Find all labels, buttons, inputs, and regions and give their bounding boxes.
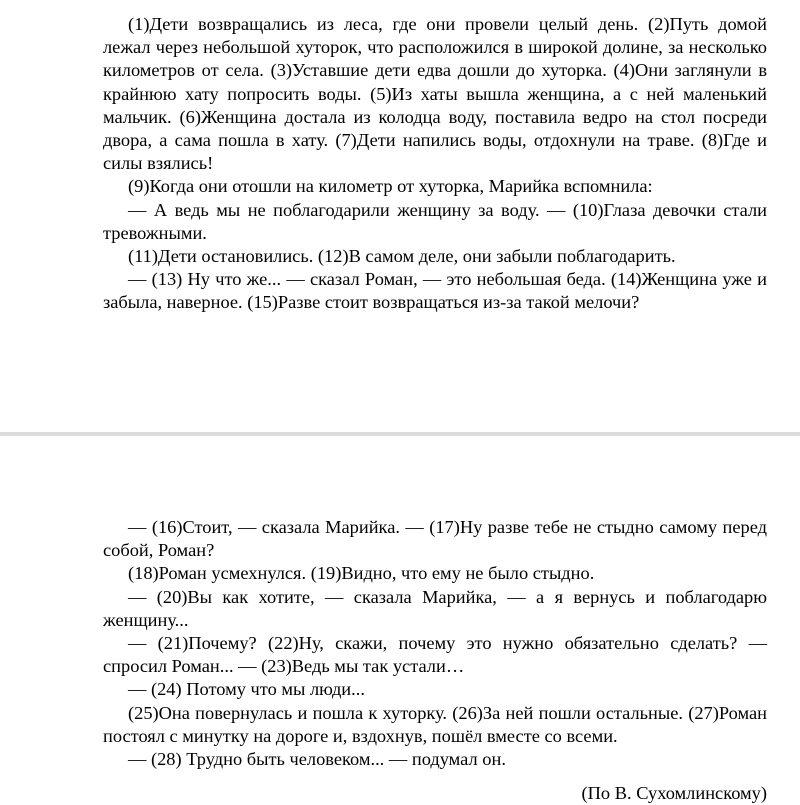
paragraph-4: (11)Дети остановились. (12)В самом деле, они забыли поблагодарить. — [128, 246, 676, 267]
paragraph-7: (18)Роман усмехнулся. (19)Видно, что ему не было стыдно. — [128, 563, 595, 584]
author-attribution: (По В. Сухомлинскому) — [581, 783, 767, 803]
paragraph-9: — (21)Почему? (22)Ну, скажи, почему это нужно обязательно сделать? — спросил Роман... — (23)Ведь мы так устали… — [103, 633, 767, 677]
paragraph-3: — А ведь мы не поблагодарили женщину за воду. — (10)Глаза девочки стали тревожными. — [103, 199, 767, 243]
paragraph-1: (1)Дети возвращались из леса, где они провели целый день. (2)Путь домой лежал через небольшой хуторок, что расположился в широкой долине, за несколько километров от села. (3)Уставшие дети едва дошли до хуторка. (4)Они заглянули в крайнюю хату попросить воды. (5)Из хаты вышла женщина, а с ней маленький мальчик. (6)Женщина достала из колодца воду, поставила ведро на стол посреди двора, а сама пошла в хату. (7)Дети напились воды, отдохнули на траве. (8)Где и силы взялись! — [103, 14, 767, 174]
paragraph-6: — (16)Стоит, — сказала Марийка. — (17)Ну разве тебе не стыдно самому перед собой, Роман? — [103, 517, 767, 561]
paragraph-8: — (20)Вы как хотите, — сказала Марийка, — а я вернусь и поблагодарю женщину... — [103, 586, 767, 630]
paragraph-2: (9)Когда они отошли на километр от хуторка, Марийка вспомнила: — [128, 176, 653, 197]
story-text-part-2 — [103, 516, 767, 771]
paragraph-5: — (13) Ну что же... — сказал Роман, — это небольшая беда. (14)Женщина уже и забыла, наверное. (15)Разве стоит возвращаться из-за такой мелочи? — [103, 269, 767, 313]
story-text-part-1 — [103, 13, 767, 315]
paragraph-12: — (28) Трудно быть человеком... — подумал он. — [128, 749, 506, 770]
paragraph-10: — (24) Потому что мы люди... — [128, 679, 365, 700]
document-page-2 — [0, 436, 800, 805]
paragraph-11: (25)Она повернулась и пошла к хуторку. (26)За ней пошли остальные. (27)Роман постоял с минутку на дороге и, вздохнув, пошёл вместе со всеми. — [103, 702, 767, 746]
